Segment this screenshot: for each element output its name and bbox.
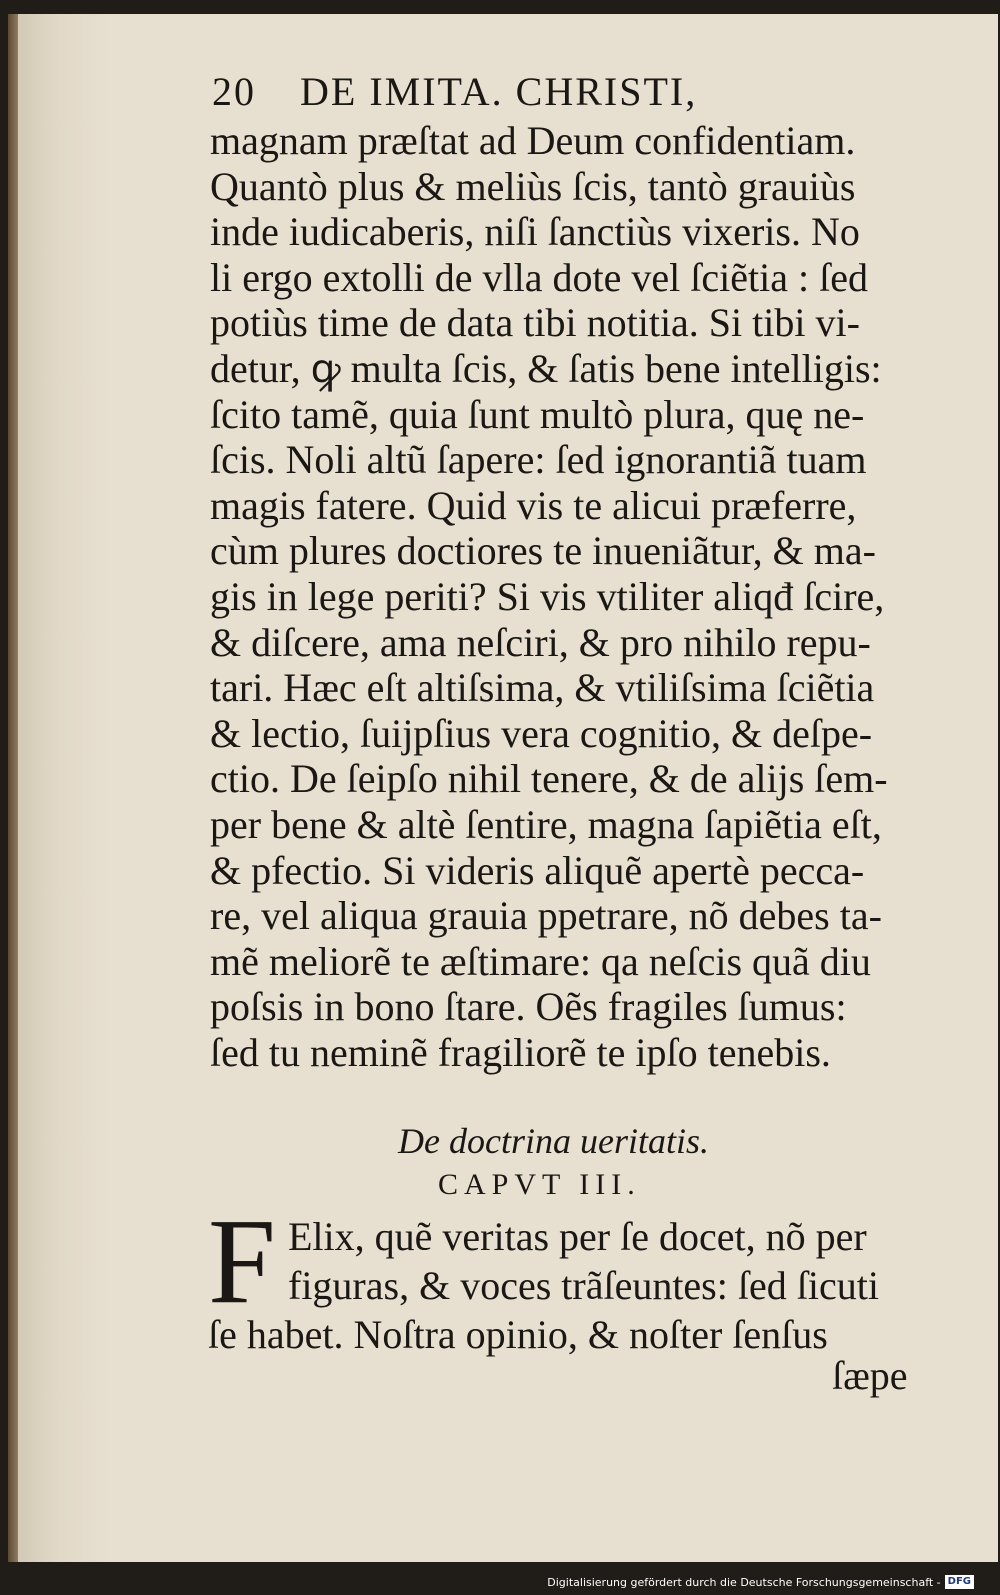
text-line: Elix, quẽ veritas per ſe docet, nõ per — [288, 1214, 867, 1259]
page-number: 20 — [212, 69, 256, 114]
text-line: potiùs time de data tibi notitia. Si tibi vi- — [210, 300, 860, 346]
text-line: cùm plures doctiores te inueniãtur, & ma- — [210, 528, 876, 574]
text-line: mẽ meliorẽ te æſtimare: qa neſcis quã diu — [210, 938, 871, 984]
text-line: ſed tu neminẽ fragiliorẽ te ipſo tenebis. — [210, 1029, 831, 1075]
body-text — [210, 118, 930, 1075]
footer — [547, 1571, 974, 1593]
drop-cap: F — [208, 1194, 276, 1329]
text-line: detur, ꝙ multa ſcis, & ſatis bene intelligis: — [210, 345, 882, 391]
text-line: magis fatere. Quid vis te alicui præferre, — [210, 482, 857, 528]
text-line: ſcito tamẽ, quia ſunt multò plura, quę ne- — [210, 391, 865, 437]
text-line: & lectio, ſuijpſius vera cognitio, & deſpe- — [210, 710, 873, 756]
catchword: ſæpe — [832, 1353, 908, 1398]
chapter-label: CAPVT III. — [438, 1168, 641, 1201]
text-line: magnam præſtat ad Deum confidentiam. — [210, 118, 856, 163]
dfg-logo: DFG — [945, 1575, 974, 1589]
running-title: DE IMITA. CHRISTI, — [300, 69, 698, 114]
text-line: re, vel aliqua grauia ppetrare, nõ debes ta- — [210, 893, 882, 939]
chapter-text — [208, 1194, 928, 1359]
text-line: ctio. De ſeipſo nihil tenere, & de alijs ſem- — [210, 756, 888, 802]
text-line: figuras, & voces trãſeuntes: ſed ſicuti — [288, 1263, 879, 1308]
text-line: gis in lege periti? Si vis vtiliter aliqđ ſcire, — [210, 573, 885, 619]
text-line: ſe habet. Noſtra opinio, & noſter ſenſus — [208, 1312, 828, 1357]
text-line: li ergo extolli de vlla dote vel ſciẽtia : ſed — [210, 254, 868, 300]
text-line: & diſcere, ama neſciri, & pro nihilo repu- — [210, 619, 871, 665]
text-line: Quantò plus & meliùs ſcis, tantò grauiùs — [210, 163, 856, 209]
text-line: per bene & altè ſentire, magna ſapiẽtia eſt, — [210, 801, 882, 847]
text-line: poſsis in bono ſtare. Oẽs fragiles ſumus: — [210, 984, 847, 1030]
footer-text: Digitalisierung gefördert durch die Deutsche Forschungsgemeinschaft - — [547, 1575, 941, 1589]
running-head — [212, 68, 912, 118]
text-line: & pfectio. Si videris aliquẽ apertè pecca- — [210, 847, 865, 893]
section-heading: De doctrina ueritatis. — [398, 1121, 709, 1161]
text-line: tari. Hæc eſt altiſsima, & vtiliſsima ſciẽtia — [210, 665, 875, 711]
text-line: inde iudicaberis, niſi ſanctiùs vixeris. No — [210, 209, 860, 255]
text-line: ſcis. Noli altũ ſapere: ſed ignorantiã tuam — [210, 437, 867, 483]
